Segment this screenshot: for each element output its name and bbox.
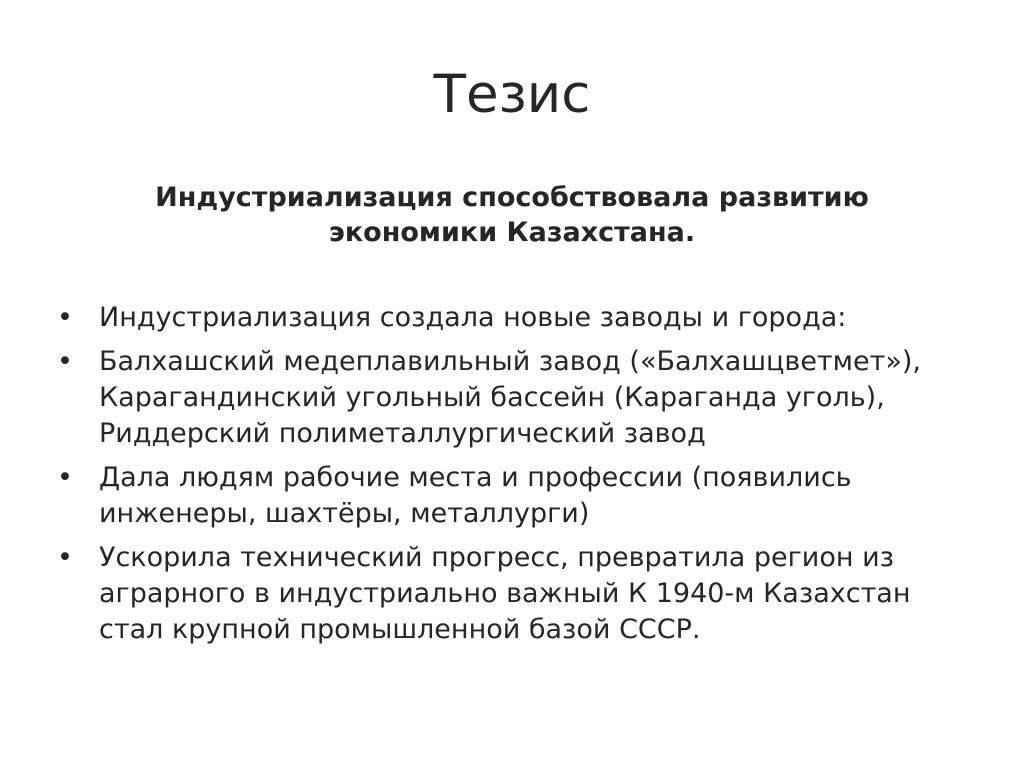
bullet-item bbox=[56, 300, 956, 336]
bullet-item bbox=[56, 540, 956, 648]
bullet-item bbox=[56, 344, 956, 452]
bullet-text: Индустриализация создала новые заводы и города: bbox=[99, 302, 847, 333]
bullet-marker-icon: • bbox=[57, 462, 73, 493]
bullet-marker-icon: • bbox=[57, 542, 73, 573]
bullet-marker-icon: • bbox=[57, 346, 73, 377]
bullet-item bbox=[56, 460, 956, 532]
bullet-text: Балхашский медеплавильный завод («Балхашцветмет»), Карагандинский угольный бассейн (Караганда уголь), Риддерский полиметаллургический завод bbox=[99, 346, 921, 449]
bullet-list bbox=[56, 300, 956, 656]
slide-title: Тезис bbox=[433, 64, 591, 125]
bullet-marker-icon: • bbox=[57, 302, 73, 333]
bullet-text: Дала людям рабочие места и профессии (появились инженеры, шахтёры, металлурги) bbox=[99, 462, 852, 529]
bullet-text: Ускорила технический прогресс, превратила регион из аграрного в индустриально важный К 1940-м Казахстан стал крупной промышленной базой СССР. bbox=[99, 542, 911, 645]
slide-subtitle: Индустриализация способствовала развитию экономики Казахстана. bbox=[155, 182, 869, 248]
